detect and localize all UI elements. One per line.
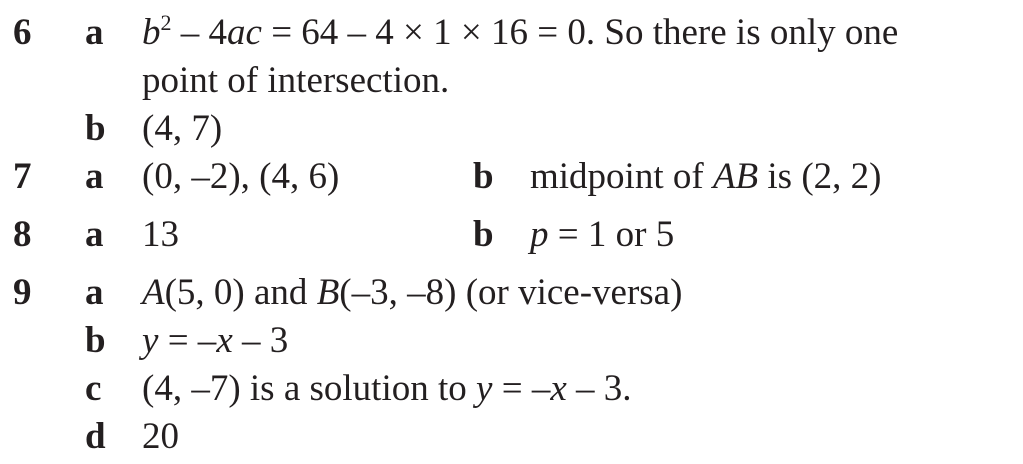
answer-8b — [530, 216, 674, 253]
var-x: x — [216, 320, 233, 361]
minus-three: – 3 — [232, 320, 289, 361]
answer-9c — [142, 370, 632, 407]
question-number-7: 7 — [13, 156, 32, 197]
minus-three: – 3. — [566, 368, 632, 409]
minus-four: – 4 — [171, 12, 227, 53]
var-ac: ac — [227, 12, 262, 53]
answer-6a-line2: point of intersection. — [142, 60, 450, 101]
equals-minus: = – — [158, 320, 217, 361]
var-y: y — [142, 320, 159, 361]
answer-9d: 20 — [142, 416, 179, 457]
point-a-coords: (5, 0) and — [164, 272, 317, 313]
answer-8b-tail: = 1 or 5 — [548, 214, 675, 255]
question-number-9: 9 — [13, 272, 32, 313]
part-label-6b: b — [85, 108, 106, 149]
var-ab: AB — [712, 156, 759, 197]
part-label-9b: b — [85, 320, 106, 361]
question-number-8: 8 — [13, 214, 32, 255]
var-y: y — [476, 368, 493, 409]
var-b: b — [142, 12, 161, 53]
part-label-7b: b — [473, 156, 494, 197]
answer-7b-text: midpoint of — [530, 156, 713, 197]
answer-6b: (4, 7) — [142, 108, 223, 149]
equals-minus: = – — [492, 368, 551, 409]
var-p: p — [530, 214, 549, 255]
part-label-9d: d — [85, 416, 106, 457]
var-a: A — [142, 272, 165, 313]
answer-6a-line1 — [142, 10, 899, 53]
answer-7b — [530, 158, 881, 195]
part-label-8a: a — [85, 214, 104, 255]
part-label-8b: b — [473, 214, 494, 255]
exponent: 2 — [160, 10, 172, 35]
var-b-point: B — [316, 272, 340, 313]
var-x: x — [550, 368, 567, 409]
answer-9c-text: (4, –7) is a solution to — [142, 368, 477, 409]
point-b-coords: (–3, –8) (or vice-versa) — [339, 272, 683, 313]
answer-7a: (0, –2), (4, 6) — [142, 156, 340, 197]
part-label-7a: a — [85, 156, 104, 197]
answer-9b — [142, 322, 288, 359]
part-label-9a: a — [85, 272, 104, 313]
answer-7b-tail: is (2, 2) — [758, 156, 882, 197]
part-label-6a: a — [85, 12, 104, 53]
answer-9a — [142, 274, 682, 311]
part-label-9c: c — [85, 368, 102, 409]
question-number-6: 6 — [13, 12, 32, 53]
discriminant-value: = 64 – 4 × 1 × 16 = 0. So there is only one — [261, 12, 899, 53]
answer-8a: 13 — [142, 214, 179, 255]
